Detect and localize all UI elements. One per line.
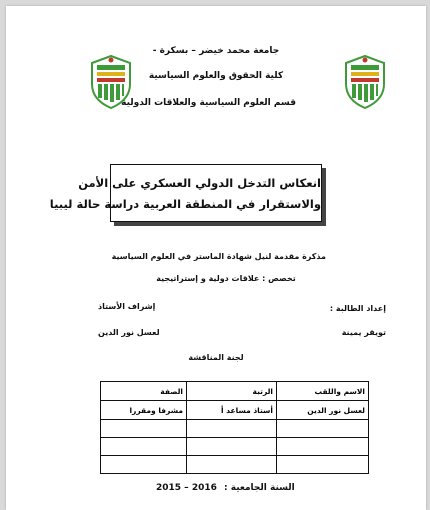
header-rank: الرتبة: [187, 382, 277, 401]
committee-row: [101, 401, 369, 420]
member-name: لعسل نور الدين: [277, 401, 369, 420]
document-page: [6, 6, 426, 510]
supervisor-label: إشراف الأستاذ: [98, 302, 156, 311]
academic-year-value: 2015 – 2016: [156, 483, 217, 493]
member-role: [101, 420, 187, 438]
member-rank: أستاذ مساعد أ: [187, 401, 277, 420]
committee-heading: لجنة المناقشة: [188, 353, 244, 362]
title-line-2: والاستقرار في المنطقة العربية دراسة حالة ليبيا: [49, 197, 321, 211]
committee-table: [100, 381, 369, 474]
committee-row: [101, 438, 369, 456]
university-name: جامعة محمد خيضر – بسكرة -: [152, 46, 280, 56]
thesis-specialty: تخصص : علاقات دولية و إستراتيجية: [156, 274, 296, 283]
member-rank: [187, 456, 277, 474]
thesis-title-box: [49, 164, 322, 222]
student-name: تويقر يمينة: [341, 328, 386, 337]
committee-row: [101, 420, 369, 438]
header-name: الاسم واللقب: [277, 382, 369, 401]
academic-year: [156, 483, 295, 493]
department-name: قسم العلوم السياسية والعلاقات الدولية: [121, 98, 296, 108]
committee-row: [101, 456, 369, 474]
member-role: [101, 456, 187, 474]
supervisor-name: لعسل نور الدين: [98, 328, 160, 337]
member-rank: [187, 420, 277, 438]
member-name: [277, 438, 369, 456]
thesis-purpose: مذكرة مقدمة لنيل شهادة الماستر في العلوم السياسية: [111, 252, 326, 261]
title-line-1: انعكاس التدخل الدولي العسكري على الأمن: [78, 176, 321, 190]
member-role: مشرفا ومقررا: [101, 401, 187, 420]
faculty-name: كلية الحقوق والعلوم السياسية: [148, 71, 284, 81]
student-label: إعداد الطالبة :: [329, 304, 386, 313]
member-rank: [187, 438, 277, 456]
header-role: الصفة: [101, 382, 187, 401]
member-name: [277, 456, 369, 474]
committee-header-row: [101, 382, 369, 401]
member-role: [101, 438, 187, 456]
member-name: [277, 420, 369, 438]
university-logo-right: [342, 54, 388, 110]
academic-year-label: السنة الجامعية :: [224, 483, 295, 493]
